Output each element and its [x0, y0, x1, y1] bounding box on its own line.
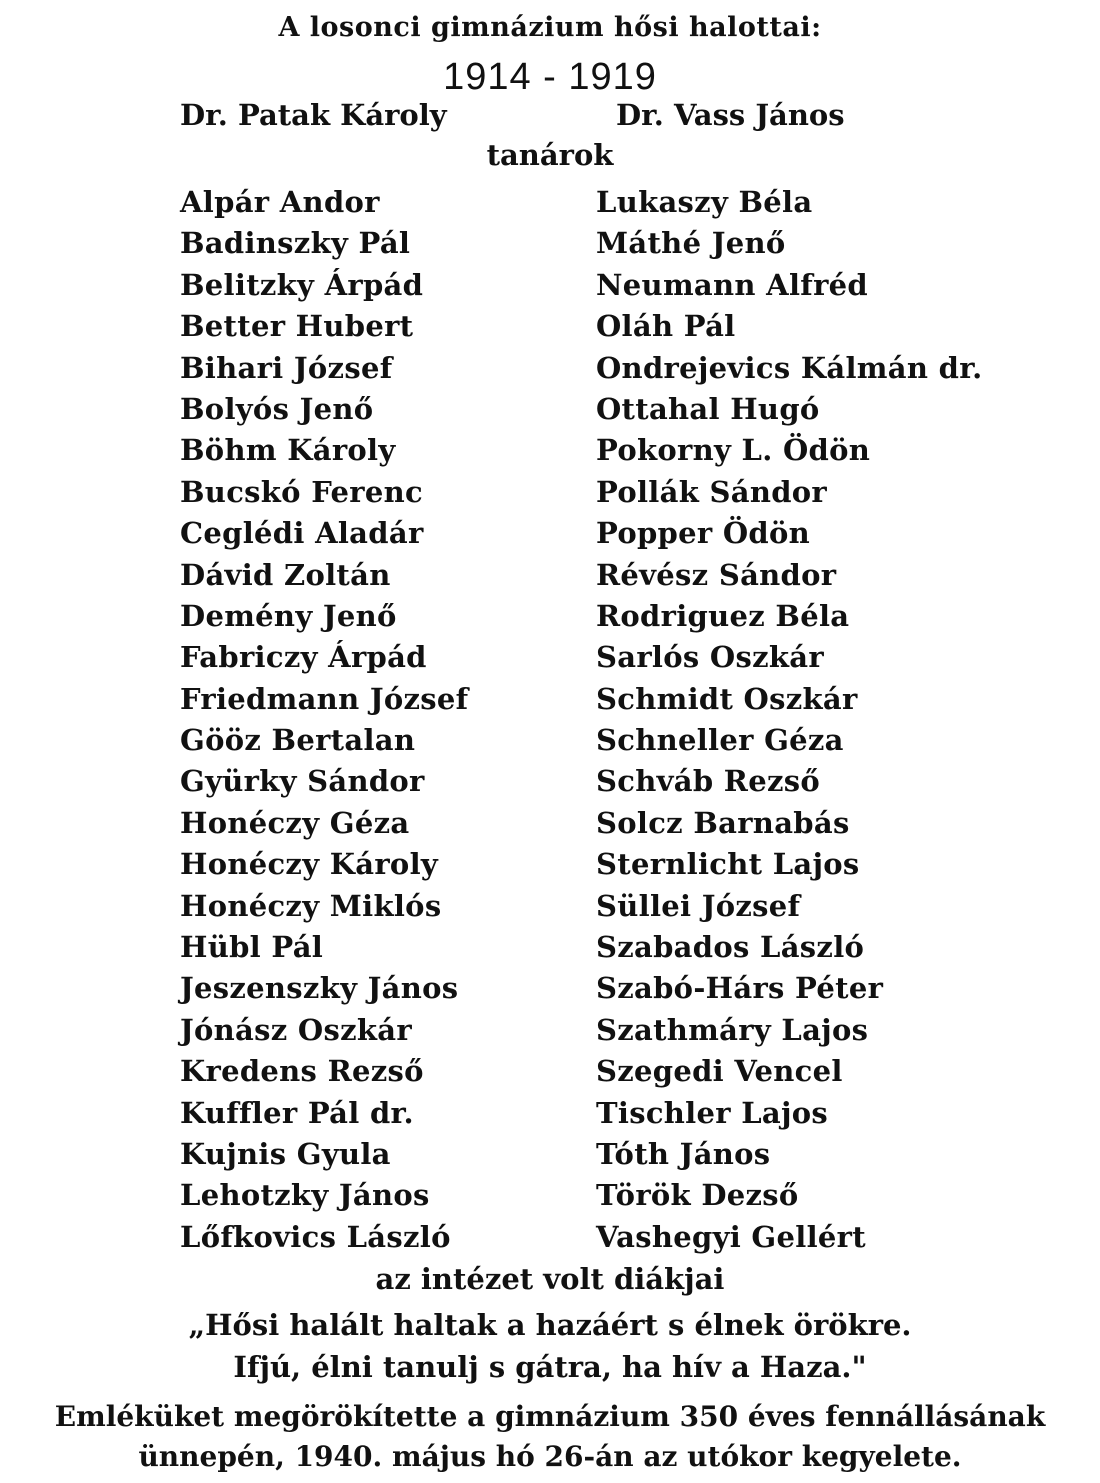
- students-list-left: [180, 182, 468, 1258]
- list-item: Török Dezső: [596, 1178, 799, 1213]
- list-item: Badinszky Pál: [180, 226, 411, 261]
- list-item: Better Hubert: [180, 309, 414, 344]
- motto-line-1: „Hősi halált haltak a hazáért s élnek örökre.: [188, 1308, 912, 1342]
- years-heading: 1914 - 1919: [443, 56, 657, 98]
- list-item: Honéczy Géza: [180, 805, 410, 840]
- list-item: Hübl Pál: [180, 930, 324, 965]
- list-item: Jónász Oszkár: [180, 1012, 412, 1047]
- page-title: A losonci gimnázium hősi halottai:: [278, 12, 822, 43]
- memorial-line-2: ünnepén, 1940. május hó 26-án az utókor kegyelete.: [138, 1440, 962, 1473]
- students-list-right: [596, 182, 983, 1258]
- list-item: Alpár Andor: [180, 185, 380, 219]
- list-item: Szabó-Hárs Péter: [596, 971, 884, 1006]
- list-item: Belitzky Árpád: [180, 267, 424, 302]
- list-item: Honéczy Károly: [180, 847, 439, 882]
- list-item: Solcz Barnabás: [596, 805, 850, 840]
- list-item: Szathmáry Lajos: [596, 1012, 869, 1047]
- list-item: Dávid Zoltán: [180, 557, 391, 592]
- list-item: Schmidt Oszkár: [596, 681, 858, 716]
- list-item: Popper Ödön: [596, 516, 811, 551]
- list-item: Gyürky Sándor: [180, 764, 425, 799]
- teachers-caption: tanárok: [486, 138, 614, 172]
- list-item: Révész Sándor: [596, 557, 837, 592]
- list-item: Honéczy Miklós: [180, 888, 442, 923]
- students-caption: az intézet volt diákjai: [375, 1262, 725, 1296]
- list-item: Gööz Bertalan: [180, 723, 416, 758]
- teacher-name-left: Dr. Patak Károly: [180, 98, 447, 132]
- list-item: Friedmann József: [180, 681, 469, 716]
- list-item: Lehotzky János: [180, 1178, 430, 1213]
- list-item: Bucskó Ferenc: [180, 474, 423, 509]
- list-item: Pokorny L. Ödön: [596, 433, 871, 468]
- list-item: Neumann Alfréd: [596, 267, 868, 302]
- list-item: Jeszenszky János: [180, 971, 459, 1006]
- list-item: Kuffler Pál dr.: [180, 1095, 414, 1130]
- list-item: Szabados László: [596, 930, 865, 965]
- list-item: Bihari József: [180, 350, 393, 385]
- list-item: Fabriczy Árpád: [180, 640, 427, 675]
- list-item: Oláh Pál: [596, 309, 736, 344]
- list-item: Vashegyi Gellért: [596, 1219, 866, 1254]
- list-item: Schneller Géza: [596, 723, 844, 758]
- list-item: Pollák Sándor: [596, 474, 828, 509]
- list-item: Kujnis Gyula: [180, 1136, 391, 1171]
- list-item: Süllei József: [596, 888, 801, 923]
- list-item: Ceglédi Aladár: [180, 516, 424, 551]
- list-item: Kredens Rezső: [180, 1054, 424, 1089]
- list-item: Rodriguez Béla: [596, 598, 850, 633]
- list-item: Lukaszy Béla: [596, 185, 813, 219]
- list-item: Bolyós Jenő: [180, 391, 374, 426]
- list-item: Ottahal Hugó: [596, 391, 820, 426]
- list-item: Böhm Károly: [180, 433, 396, 468]
- list-item: Lőfkovics László: [180, 1219, 451, 1254]
- list-item: Tóth János: [596, 1136, 771, 1171]
- list-item: Sarlós Oszkár: [596, 640, 824, 675]
- memorial-line-1: Emléküket megörökítette a gimnázium 350 éves fennállásának: [54, 1400, 1046, 1433]
- list-item: Demény Jenő: [180, 598, 397, 633]
- list-item: Tischler Lajos: [596, 1095, 829, 1130]
- teacher-name-right: Dr. Vass János: [616, 98, 845, 132]
- list-item: Sternlicht Lajos: [596, 847, 860, 882]
- motto-line-2: Ifjú, élni tanulj s gátra, ha hív a Haza.": [233, 1350, 867, 1384]
- list-item: Máthé Jenő: [596, 226, 786, 261]
- list-item: Szegedi Vencel: [596, 1054, 843, 1089]
- list-item: Schváb Rezső: [596, 764, 820, 799]
- list-item: Ondrejevics Kálmán dr.: [596, 350, 983, 385]
